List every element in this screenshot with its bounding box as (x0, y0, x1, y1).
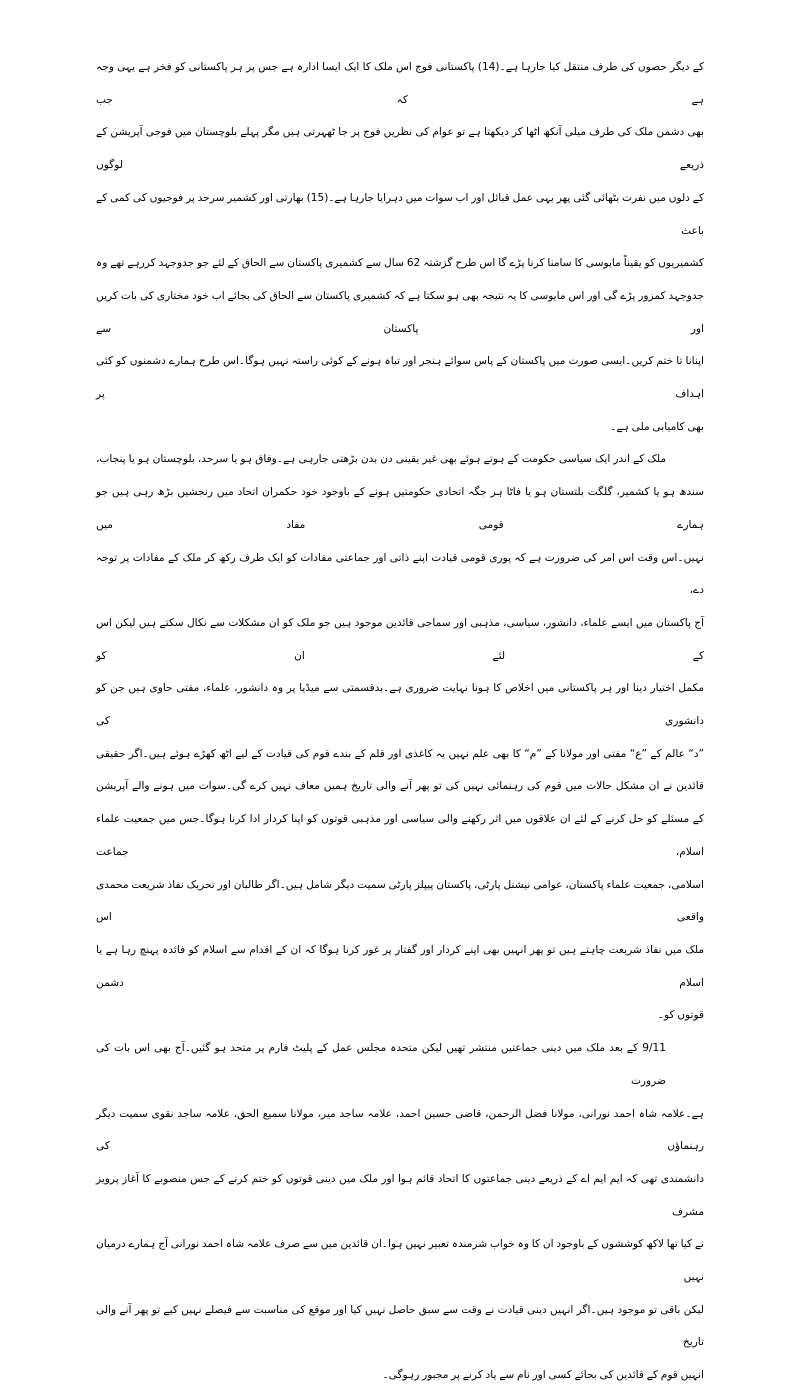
text-line: 9/11 کے بعد ملک میں دینی جماعتیں منتشر تھیں لیکن متحدہ مجلس عمل کے پلیٹ فارم پر متحد ہو گئیں۔آج بھی اس بات کی ضرورت (96, 1042, 666, 1087)
text-line: قوتوں کو۔ (657, 1009, 704, 1022)
text-line: اسلامی، جمعیت علماء پاکستان، عوامی نیشنل پارٹی، پاکستان پیپلز پارٹی سمیت دیگر شامل ہیں۔اگر طالبان اور تحریک نفاذ شریعت محمدی واقعی اس (96, 878, 704, 924)
document-page (96, 51, 704, 1392)
text-line: ملک میں نفاذ شریعت چاہتے ہیں تو پھر انہیں بھی اپنے کردار اور گفتار پر غور کرنا ہوگا کہ ان کے اقدام سے اسلام کو فائدہ پہنچ رہا ہے یا اسلام دشمن (96, 943, 704, 989)
text-line: آج پاکستان میں ایسے علماء، دانشور، سیاسی، مذہبی اور سماجی قائدین موجود ہیں جو ملک کو ان مشکلات سے نکال سکتے ہیں لیکن اس کے لئے ان کو (96, 616, 704, 662)
text-line: قائدین نے ان مشکل حالات میں قوم کی رہنمائی نہیں کی تو پھر آنے والی تاریخ ہمیں معاف نہیں کرے گی۔سوات میں ہونے والے آپریشن (96, 780, 704, 793)
text-line: کشمیریوں کو یقیناً مایوسی کا سامنا کرنا پڑے گا اس طرح گزشتہ 62 سال سے کشمیری پاکستان سے الحاق کے لئے جو جدوجہد کررہے تھے وہ (96, 257, 704, 270)
text-line: نے کیا تھا لاکھ کوششوں کے باوجود ان کا وہ خواب شرمندہ تعبیر نہیں ہوا۔ان قائدین میں سے صرف علامہ شاہ احمد نورانی آج ہمارے درمیان نہیں (96, 1238, 704, 1284)
text-line: کے دلوں میں نفرت بٹھائی گئی پھر یہی عمل قبائل اور اب سوات میں دہرایا جارہا ہے۔(15) بھارتی اور کشمیر سرحد پر فوجیوں کی کمی کے باعث (96, 191, 704, 237)
paragraph-1 (96, 51, 704, 443)
text-line: ہے۔علامہ شاہ احمد نورانی، مولانا فضل الرحمن، قاضی حسین احمد، علامہ ساجد میر، مولانا سمیع الحق، علامہ ساجد نقوی سمیت دیگر رہنماؤں کی (96, 1107, 704, 1153)
text-line: بھی کامیابی ملی ہے۔ (610, 420, 704, 433)
text-line: ”د“ عالم کے ”ع“ مفتی اور مولانا کے ”م“ کا بھی علم نہیں یہ کاغذی اور قلم کے بندے قوم کی قیادت کے لیے اٹھ کھڑے ہوئے ہیں۔اگر حقیقی (96, 747, 704, 760)
text-line: اپنانا تا ختم کریں۔ایسی صورت میں پاکستان کے پاس سوائے ہنجر اور تباہ ہونے کے کوئی راستہ نہیں ہوگا۔اس طرح ہمارے دشمنوں کو کئی اہداف پر (96, 355, 704, 401)
text-line: نہیں۔اس وقت اس امر کی ضرورت ہے کہ پوری قومی قیادت اپنے ذاتی اور جماعتی مفادات کو ایک طرف رکھ کر ملک کے مفادات پر توجہ دے، (96, 551, 704, 597)
paragraph-2 (96, 443, 704, 1032)
text-line: مکمل اختیار دینا اور ہر پاکستانی میں اخلاص کا ہونا نہایت ضروری ہے۔بدقسمتی سے میڈیا پر وہ دانشور، علماء، مفتی حاوی ہیں جن کو دانشوری کی (96, 682, 704, 728)
text-line: جدوجہد کمزور پڑے گی اور اس مایوسی کا یہ نتیجہ بھی ہو سکتا ہے کہ کشمیری پاکستان سے الحاق کی بجائے اب خود مختاری کی بات کریں اور پاکستان سے (96, 289, 704, 335)
text-line: لیکن باقی تو موجود ہیں۔اگر انہیں دینی قیادت نے وقت سے سبق حاصل نہیں کیا اور موقع کی مناسبت سے فیصلے نہیں کیے تو پھر آنے والی تاریخ (96, 1303, 704, 1349)
text-line: بھی دشمن ملک کی طرف میلی آنکھ اٹھا کر دیکھتا ہے تو عوام کی نظریں فوج پر جا ٹھہرتی ہیں مگر پہلے بلوچستان میں فوجی آپریشن کے ذریعے لوگوں (96, 126, 704, 172)
paragraph-3 (96, 1032, 704, 1392)
text-line: انہیں قوم کے قائدین کی بجائے کسی اور نام سے یاد کرنے پر مجبور رہوگی۔ (382, 1369, 704, 1382)
text-line: دانشمندی تھی کہ ایم ایم اے کے ذریعے دینی جماعتوں کا اتحاد قائم ہوا اور ملک میں دینی قوتوں کو ختم کرنے کے جس منصوبے کا آغاز پرویز مشرف (96, 1172, 704, 1218)
text-line: سندھ ہو یا کشمیر، گلگت بلتستان ہو یا فاٹا ہر جگہ اتحادی حکومتیں ہونے کے باوجود خود حکمران اتحاد میں رنجشیں بڑھ رہی ہیں جو ہمارے قومی مفاد میں (96, 486, 704, 531)
text-line: کے دیگر حصوں کی طرف منتقل کیا جارہا ہے۔(14) پاکستانی فوج اس ملک کا ایک ایسا ادارہ ہے جس پر ہر پاکستانی کو فخر ہے یہی وجہ ہے کہ جب (96, 61, 704, 106)
text-line: ملک کے اندر ایک سیاسی حکومت کے ہوتے ہوئے بھی غیر یقینی دن بدن بڑھتی جارہی ہے۔وفاق ہو یا سرحد، بلوچستان ہو یا پنجاب، (96, 453, 666, 466)
text-line: کے مسئلے کو حل کرنے کے لئے ان علاقوں میں اثر رکھنے والی سیاسی اور مذہبی قوتوں کو اپنا کردار ادا کرنا ہوگا۔جس میں جمعیت علماء اسلام، جماعت (96, 813, 704, 858)
